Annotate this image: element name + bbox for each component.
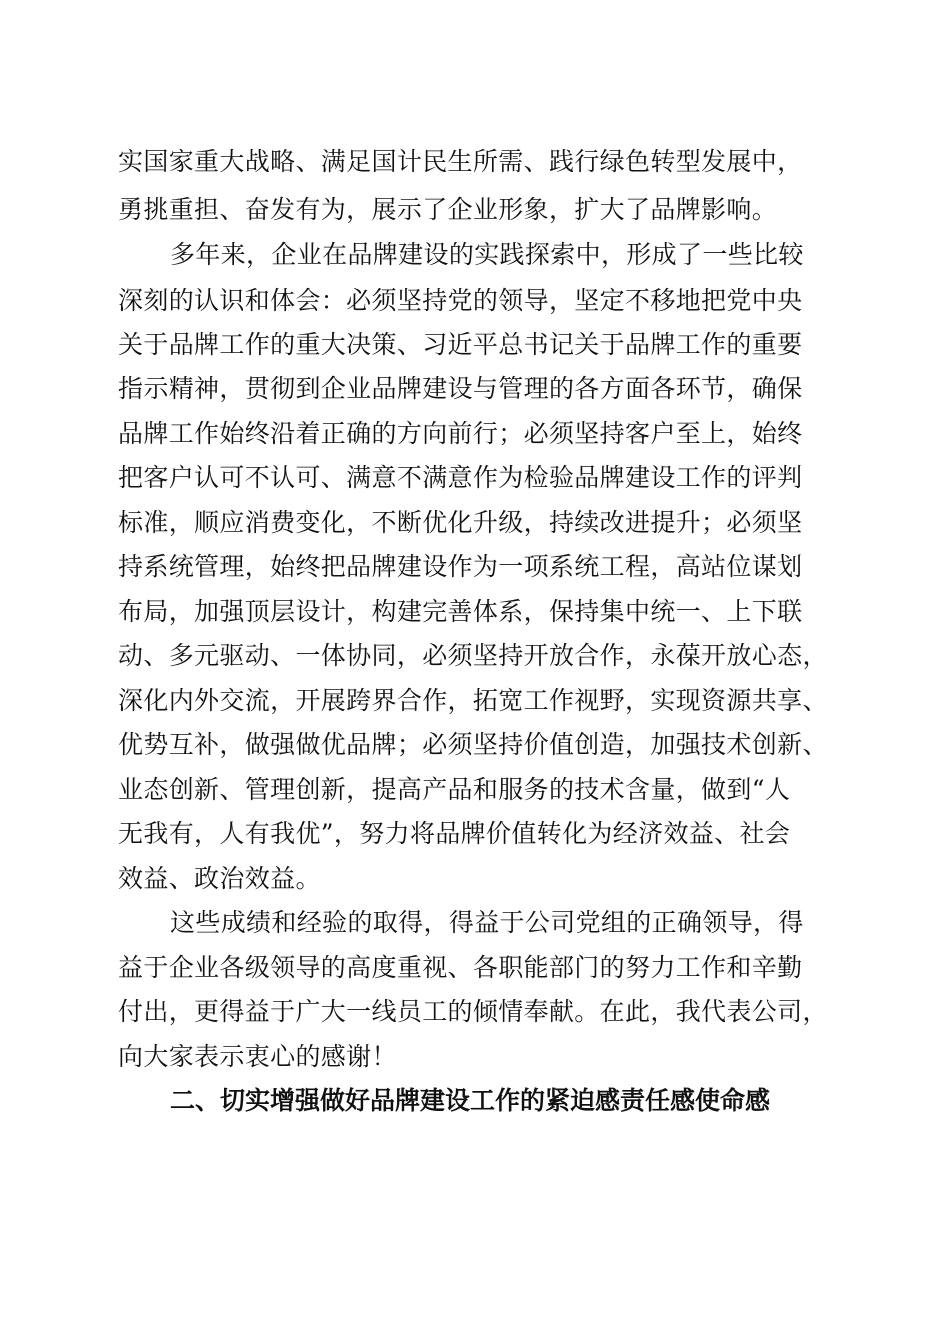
paragraph-line: 效益、政治效益。: [118, 864, 321, 893]
paragraph-line: 优势互补，做强做优品牌；必须坚持价值创造，加强技术创新、: [118, 730, 828, 759]
paragraph-line: 指示精神，贯彻到企业品牌建设与管理的各方面各环节，确保: [118, 374, 803, 403]
paragraph-line: 向大家表示衷心的感谢！: [118, 1042, 397, 1071]
paragraph-line: 关于品牌工作的重大决策、习近平总书记关于品牌工作的重要: [118, 330, 803, 359]
paragraph-line: 勇挑重担、奋发有为，展示了企业形象，扩大了品牌影响。: [118, 195, 778, 224]
paragraph-line: 持系统管理，始终把品牌建设作为一项系统工程，高站位谋划: [118, 552, 803, 581]
paragraph-line: 实国家重大战略、满足国计民生所需、践行绿色转型发展中，: [118, 147, 803, 176]
paragraph-line: 动、多元驱动、一体协同，必须坚持开放合作，永葆开放心态，: [118, 641, 828, 670]
paragraph-line: 深化内外交流，开展跨界合作，拓宽工作视野，实现资源共享、: [118, 686, 828, 715]
paragraph-line: 深刻的认识和体会：必须坚持党的领导，坚定不移地把党中央: [118, 286, 803, 315]
paragraph-line: 标准，顺应消费变化，不断优化升级，持续改进提升；必须坚: [118, 508, 803, 537]
paragraph-line: 付出，更得益于广大一线员工的倾情奉献。在此，我代表公司，: [118, 997, 828, 1026]
paragraph-line: 无我有，人有我优”，努力将品牌价值转化为经济效益、社会: [118, 819, 791, 848]
paragraph-line: 布局，加强顶层设计，构建完善体系，保持集中统一、上下联: [118, 597, 803, 626]
paragraph-line: 这些成绩和经验的取得，得益于公司党组的正确领导，得: [170, 908, 804, 937]
paragraph-line: 益于企业各级领导的高度重视、各职能部门的努力工作和辛勤: [118, 953, 803, 982]
paragraph-line: 把客户认可不认可、满意不满意作为检验品牌建设工作的评判: [118, 463, 803, 492]
paragraph-line: 业态创新、管理创新，提高产品和服务的技术含量，做到“人: [118, 775, 791, 804]
section-heading: 二、切实增强做好品牌建设工作的紧迫感责任感使命感: [170, 1086, 771, 1115]
paragraph-line: 多年来，企业在品牌建设的实践探索中，形成了一些比较: [170, 240, 804, 269]
paragraph-line: 品牌工作始终沿着正确的方向前行；必须坚持客户至上，始终: [118, 419, 803, 448]
